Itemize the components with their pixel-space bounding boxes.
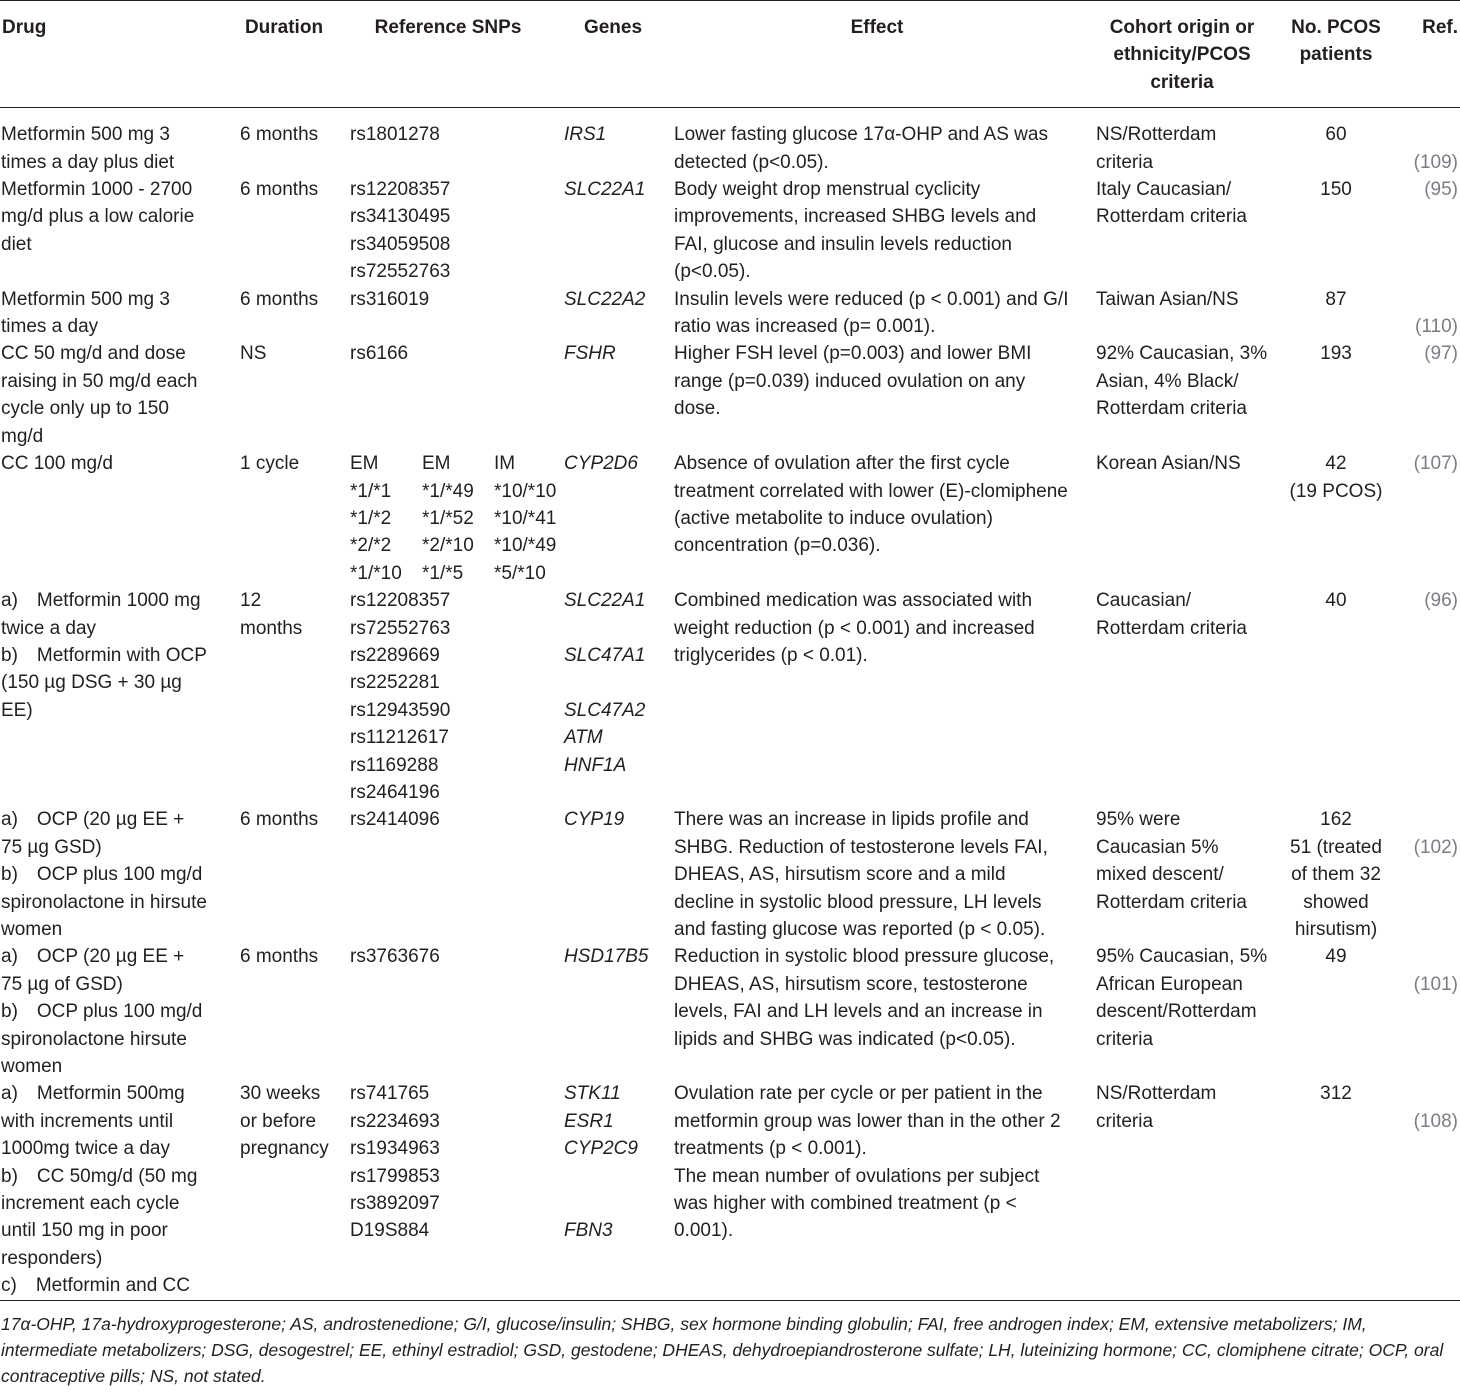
cell-snps-line: rs1799853 bbox=[350, 1165, 440, 1187]
cell-cohort-line: Italy Caucasian/ bbox=[1096, 179, 1232, 201]
cell-cohort-line: Asian, 4% Black/ bbox=[1096, 370, 1239, 392]
cell-duration bbox=[232, 340, 336, 450]
cell-effect-line: treatment correlated with lower (E)-clomiphene bbox=[674, 480, 1068, 502]
cell-snps bbox=[336, 176, 560, 286]
reference-link[interactable]: (95) bbox=[1424, 179, 1458, 201]
cell-drug-line: spironolactone in hirsute bbox=[1, 891, 207, 913]
cell-snps bbox=[336, 108, 560, 176]
cell-patients-line: 49 bbox=[1325, 946, 1347, 968]
cell-effect bbox=[666, 587, 1088, 806]
cell-cohort bbox=[1088, 943, 1276, 1080]
cell-cohort bbox=[1088, 340, 1276, 450]
cell-drug-line: raising in 50 mg/d each bbox=[1, 370, 198, 392]
cell-effect-line: triglycerides (p < 0.01). bbox=[674, 644, 868, 666]
cell-snps bbox=[336, 340, 560, 450]
cell-snps bbox=[336, 806, 560, 943]
cell-snps bbox=[336, 286, 560, 341]
cell-effect bbox=[666, 1080, 1088, 1300]
cell-genes bbox=[560, 806, 666, 943]
cell-ref bbox=[1396, 450, 1460, 587]
table-row bbox=[0, 286, 1460, 341]
genotype-cell: *1/*52 bbox=[422, 507, 474, 529]
cell-patients-line: 162 bbox=[1320, 809, 1352, 831]
cell-patients-line: of them 32 bbox=[1291, 864, 1381, 886]
cell-effect-line: There was an increase in lipids profile and bbox=[674, 809, 1029, 831]
cell-duration bbox=[232, 176, 336, 286]
reference-link[interactable]: (108) bbox=[1413, 1110, 1458, 1132]
cell-drug-line: Metformin 500 mg 3 bbox=[1, 124, 170, 146]
cell-genes bbox=[560, 1080, 666, 1300]
cell-duration-line: 1 cycle bbox=[240, 453, 300, 475]
cell-snps-line: rs6166 bbox=[350, 343, 409, 365]
genotype-cell: *1/*10 bbox=[350, 562, 402, 584]
cell-drug-line: until 150 mg in poor bbox=[1, 1220, 168, 1242]
cell-genes-line bbox=[564, 669, 664, 696]
cell-drug-line: times a day bbox=[1, 316, 99, 338]
cell-genes-line: STK11 bbox=[564, 1083, 621, 1105]
cell-genes-line: HNF1A bbox=[564, 754, 627, 776]
cell-genes-line: SLC22A2 bbox=[564, 288, 646, 310]
cell-drug-line: b) CC 50mg/d (50 mg bbox=[1, 1165, 198, 1187]
cell-cohort-line: NS/Rotterdam bbox=[1096, 124, 1217, 146]
cell-effect-line: treatments (p < 0.001). bbox=[674, 1138, 867, 1160]
cell-snps-line: D19S884 bbox=[350, 1220, 430, 1242]
cell-patients bbox=[1276, 943, 1396, 1080]
cell-ref bbox=[1396, 176, 1460, 286]
cell-snps-line: rs1801278 bbox=[350, 124, 440, 146]
cell-cohort-line: Rotterdam criteria bbox=[1096, 617, 1247, 639]
ref-spacer bbox=[1398, 806, 1458, 833]
cell-patients-line: 40 bbox=[1325, 590, 1347, 612]
cell-effect bbox=[666, 450, 1088, 587]
genotype-cell: EM bbox=[350, 453, 379, 475]
cell-effect-line: decline in systolic blood pressure, LH levels bbox=[674, 891, 1042, 913]
cell-effect-line: concentration (p=0.036). bbox=[674, 535, 881, 557]
cell-drug-line: b) Metformin with OCP bbox=[1, 644, 207, 666]
cell-drug-line: a) OCP (20 µg EE + bbox=[1, 809, 185, 831]
cell-cohort-line: criteria bbox=[1096, 151, 1154, 173]
cell-cohort-line: Rotterdam criteria bbox=[1096, 891, 1247, 913]
table-row bbox=[0, 340, 1460, 450]
cell-duration-line: 12 bbox=[240, 590, 262, 612]
cell-drug-line: CC 100 mg/d bbox=[1, 453, 113, 475]
cell-effect-line: Insulin levels were reduced (p < 0.001) and G/I bbox=[674, 288, 1069, 310]
cell-duration-line: 30 weeks bbox=[240, 1083, 321, 1105]
cell-ref bbox=[1396, 286, 1460, 341]
cell-effect-line: Body weight drop menstrual cyclicity bbox=[674, 179, 981, 201]
reference-link[interactable]: (97) bbox=[1424, 343, 1458, 365]
cell-genes bbox=[560, 176, 666, 286]
cell-duration-line: NS bbox=[240, 343, 267, 365]
cell-effect bbox=[666, 340, 1088, 450]
header-snps: Reference SNPs bbox=[374, 17, 522, 38]
cell-duration bbox=[232, 806, 336, 943]
cell-cohort bbox=[1088, 176, 1276, 286]
cell-patients bbox=[1276, 108, 1396, 176]
cell-drug-line: CC 50 mg/d and dose bbox=[1, 343, 186, 365]
cell-cohort-line: criteria bbox=[1096, 1110, 1154, 1132]
cell-genes-line: HSD17B5 bbox=[564, 946, 649, 968]
cell-effect-line: ratio was increased (p= 0.001). bbox=[674, 316, 936, 338]
cell-cohort-line: Caucasian 5% bbox=[1096, 836, 1219, 858]
header-duration: Duration bbox=[244, 17, 324, 38]
cell-effect-line: Lower fasting glucose 17α-OHP and AS was bbox=[674, 124, 1048, 146]
cell-ref bbox=[1396, 587, 1460, 806]
cell-genes bbox=[560, 340, 666, 450]
reference-link[interactable]: (96) bbox=[1424, 590, 1458, 612]
cell-effect-line: metformin group was lower than in the other 2 bbox=[674, 1110, 1061, 1132]
cell-snps-line: rs34130495 bbox=[350, 206, 451, 228]
cell-cohort bbox=[1088, 450, 1276, 587]
cell-patients-line: 51 (treated bbox=[1290, 836, 1382, 858]
cell-genes-line: SLC47A2 bbox=[564, 699, 646, 721]
cell-genes-line: SLC22A1 bbox=[564, 179, 646, 201]
cell-patients bbox=[1276, 587, 1396, 806]
cell-snps-line: rs741765 bbox=[350, 1083, 430, 1105]
cell-effect bbox=[666, 806, 1088, 943]
cell-cohort-line: 95% were bbox=[1096, 809, 1181, 831]
genotype-cell: *1/*1 bbox=[350, 480, 392, 502]
cell-patients bbox=[1276, 176, 1396, 286]
cell-effect-line: Ovulation rate per cycle or per patient in the bbox=[674, 1083, 1043, 1105]
cell-effect-line: weight reduction (p < 0.001) and increased bbox=[674, 617, 1035, 639]
cell-drug-line: a) Metformin 1000 mg bbox=[1, 590, 201, 612]
cell-genes-line: SLC22A1 bbox=[564, 590, 646, 612]
cell-drug-line: diet bbox=[1, 233, 32, 255]
cell-genes-line: IRS1 bbox=[564, 124, 607, 146]
cell-drug-line: mg/d bbox=[1, 425, 44, 447]
cell-snps-line: rs2289669 bbox=[350, 644, 440, 666]
genotype-cell: *10/*49 bbox=[494, 535, 557, 557]
cell-effect-line: DHEAS, AS, hirsutism score, testosterone bbox=[674, 973, 1028, 995]
cell-drug-line: women bbox=[1, 1056, 63, 1078]
cell-ref bbox=[1396, 943, 1460, 1080]
cell-effect-line: Reduction in systolic blood pressure glucose, bbox=[674, 946, 1055, 968]
cell-duration-line: 6 months bbox=[240, 809, 319, 831]
cell-drug-line: cycle only up to 150 bbox=[1, 398, 169, 420]
cell-genes-line bbox=[564, 1163, 664, 1190]
cell-ref bbox=[1396, 806, 1460, 943]
cell-snps-line: rs2464196 bbox=[350, 781, 440, 803]
cell-genes-line: CYP2D6 bbox=[564, 453, 638, 475]
cell-snps bbox=[336, 943, 560, 1080]
cell-genes-line bbox=[564, 1190, 664, 1217]
reference-link[interactable]: (110) bbox=[1415, 316, 1458, 338]
cell-drug-line: mg/d plus a low calorie bbox=[1, 206, 195, 228]
cell-drug-line: spironolactone hirsute bbox=[1, 1028, 187, 1050]
cell-effect-line: improvements, increased SHBG levels and bbox=[674, 206, 1037, 228]
cell-cohort bbox=[1088, 108, 1276, 176]
cell-cohort-line: 92% Caucasian, 3% bbox=[1096, 343, 1268, 365]
header-effect: Effect bbox=[850, 17, 904, 38]
table-row bbox=[0, 108, 1460, 176]
cell-cohort bbox=[1088, 806, 1276, 943]
ref-spacer bbox=[1398, 1080, 1458, 1107]
footnote: 17α-OHP, 17a-hydroxyprogesterone; AS, androstenedione; G/I, glucose/insulin; SHBG, sex hormone binding globulin; FAI, free androgen index; EM, extensive metabolizers; IM, intermediate metabolizers; DSG, desogestrel; EE, ethinyl estradiol; GSD, gestodene; DHEAS, dehydroepiandrosterone sulfate; LH, luteinizing hormone; CC, clomiphene citrate; OCP, oral contraceptive pills; NS, not stated. bbox=[1, 1313, 1444, 1386]
cell-patients bbox=[1276, 806, 1396, 943]
cell-genes bbox=[560, 108, 666, 176]
cell-snps-line: rs12943590 bbox=[350, 699, 451, 721]
cell-effect-line: DHEAS, AS, hirsutism score and a mild bbox=[674, 864, 1006, 886]
cell-duration-line: pregnancy bbox=[240, 1138, 329, 1160]
table-row bbox=[0, 176, 1460, 286]
table-row bbox=[0, 943, 1460, 1080]
cell-snps-line: rs72552763 bbox=[350, 261, 451, 283]
cell-effect-line: and fasting glucose was reported (p < 0.05). bbox=[674, 919, 1046, 940]
cell-snps bbox=[336, 587, 560, 806]
cell-drug-line: with increments until bbox=[1, 1110, 174, 1132]
genotype-cell: *1/*49 bbox=[422, 480, 474, 502]
cell-effect-line: range (p=0.039) induced ovulation on any bbox=[674, 370, 1026, 392]
cell-patients-line: hirsutism) bbox=[1294, 919, 1378, 940]
cell-snps-line: rs1169288 bbox=[350, 754, 439, 776]
cell-effect-line: lipids and SHBG was indicated (p<0.05). bbox=[674, 1028, 1016, 1050]
genotype-grid bbox=[350, 450, 558, 587]
cell-snps-line: rs1934963 bbox=[350, 1138, 440, 1160]
cell-duration bbox=[232, 943, 336, 1080]
header-cohort: Cohort origin or ethnicity/PCOS criteria bbox=[1109, 17, 1255, 93]
cell-duration-line: or before bbox=[240, 1110, 317, 1132]
cell-drug-line: b) OCP plus 100 mg/d bbox=[1, 1001, 203, 1023]
cell-snps-line: rs2252281 bbox=[350, 672, 440, 694]
cell-drug-line: (150 µg DSG + 30 µg bbox=[1, 672, 182, 694]
cell-effect-line: Combined medication was associated with bbox=[674, 590, 1033, 612]
cell-drug-line: twice a day bbox=[1, 617, 97, 639]
cell-effect-line: was higher with combined treatment (p < bbox=[674, 1193, 1017, 1215]
cell-genes bbox=[560, 286, 666, 341]
cell-drug-line: times a day plus diet bbox=[1, 151, 175, 173]
footnote-row bbox=[0, 1300, 1460, 1393]
cell-snps-line: rs12208357 bbox=[350, 179, 451, 201]
cell-genes-line: ESR1 bbox=[564, 1110, 614, 1132]
cell-cohort-line: Rotterdam criteria bbox=[1096, 398, 1247, 420]
cell-snps-line: rs316019 bbox=[350, 288, 430, 310]
cell-drug-line: 75 µg GSD) bbox=[1, 836, 102, 858]
reference-link[interactable]: (109) bbox=[1413, 151, 1458, 173]
header-row bbox=[0, 1, 1460, 108]
cell-cohort-line: NS/Rotterdam bbox=[1096, 1083, 1217, 1105]
cell-cohort-line: criteria bbox=[1096, 1028, 1154, 1050]
cell-cohort-line: Korean Asian/NS bbox=[1096, 453, 1241, 475]
cell-genes-line: FSHR bbox=[564, 343, 616, 365]
cell-genes-line: SLC47A1 bbox=[564, 644, 646, 666]
cell-genes bbox=[560, 943, 666, 1080]
cell-genes-line: ATM bbox=[564, 727, 603, 749]
cell-cohort-line: mixed descent/ bbox=[1096, 864, 1224, 886]
header-ref: Ref. bbox=[1422, 17, 1458, 38]
cell-snps-line: rs12208357 bbox=[350, 590, 451, 612]
cell-effect-line: (p<0.05). bbox=[674, 261, 751, 283]
cell-patients-line: 87 bbox=[1325, 288, 1347, 310]
cell-cohort bbox=[1088, 587, 1276, 806]
cell-drug-line: 75 µg of GSD) bbox=[1, 973, 123, 995]
genotype-cell: *5/*10 bbox=[494, 562, 546, 584]
cell-patients bbox=[1276, 1080, 1396, 1300]
genotype-cell: *2/*10 bbox=[422, 535, 474, 557]
genotype-cell: *1/*5 bbox=[422, 562, 464, 584]
cell-effect bbox=[666, 286, 1088, 341]
cell-patients-line: 42 bbox=[1325, 453, 1347, 475]
cell-genes-line bbox=[564, 615, 664, 642]
ref-spacer bbox=[1398, 286, 1458, 313]
table-row bbox=[0, 587, 1460, 806]
cell-drug bbox=[0, 450, 232, 587]
header-patients: No. PCOS patients bbox=[1291, 17, 1381, 66]
cell-effect-line: 0.001). bbox=[674, 1220, 734, 1242]
cell-drug-line: a) Metformin 500mg bbox=[1, 1083, 185, 1105]
reference-link[interactable]: (107) bbox=[1413, 453, 1458, 475]
table-body bbox=[0, 108, 1460, 1300]
cell-effect-line: FAI, glucose and insulin levels reduction bbox=[674, 233, 1012, 255]
cell-drug-line: responders) bbox=[1, 1247, 103, 1269]
cell-effect-line: SHBG. Reduction of testosterone levels FAI, bbox=[674, 836, 1048, 858]
cell-drug-line: Metformin 500 mg 3 bbox=[1, 288, 170, 310]
table-row bbox=[0, 1080, 1460, 1300]
table-row bbox=[0, 806, 1460, 943]
cell-snps-line: rs72552763 bbox=[350, 617, 451, 639]
cell-cohort-line: descent/Rotterdam bbox=[1096, 1001, 1257, 1023]
cell-snps-line: rs2414096 bbox=[350, 809, 440, 831]
cell-patients bbox=[1276, 450, 1396, 587]
genotype-cell: *10/*41 bbox=[494, 507, 557, 529]
genotype-cell: *1/*2 bbox=[350, 507, 392, 529]
cell-duration-line: 6 months bbox=[240, 179, 319, 201]
cell-duration-line: 6 months bbox=[240, 288, 319, 310]
cell-ref bbox=[1396, 1080, 1460, 1300]
cell-snps-line: rs3892097 bbox=[350, 1193, 440, 1215]
ref-spacer bbox=[1398, 121, 1458, 148]
cell-duration bbox=[232, 286, 336, 341]
cell-cohort-line: 95% Caucasian, 5% bbox=[1096, 946, 1268, 968]
cell-snps-line: rs34059508 bbox=[350, 233, 451, 255]
cell-snps bbox=[336, 450, 560, 587]
cell-drug bbox=[0, 108, 232, 176]
cell-snps-line: rs2234693 bbox=[350, 1110, 440, 1132]
cell-drug bbox=[0, 176, 232, 286]
header-drug: Drug bbox=[2, 17, 47, 38]
cell-patients-line: 60 bbox=[1325, 124, 1347, 146]
cell-effect bbox=[666, 943, 1088, 1080]
cell-genes bbox=[560, 450, 666, 587]
cell-drug-line: EE) bbox=[1, 699, 33, 721]
cell-ref bbox=[1396, 108, 1460, 176]
cell-duration bbox=[232, 450, 336, 587]
cell-effect bbox=[666, 176, 1088, 286]
cell-drug-line: Metformin 1000 - 2700 bbox=[1, 179, 193, 201]
cell-drug bbox=[0, 286, 232, 341]
cell-effect bbox=[666, 108, 1088, 176]
genotype-cell: *10/*10 bbox=[494, 480, 557, 502]
cell-duration-line: months bbox=[240, 617, 303, 639]
cell-drug bbox=[0, 806, 232, 943]
ref-spacer bbox=[1398, 943, 1458, 970]
cell-patients-line: (19 PCOS) bbox=[1289, 480, 1383, 502]
cell-snps-line: rs3763676 bbox=[350, 946, 440, 968]
cell-duration-line: 6 months bbox=[240, 946, 319, 968]
cell-drug-line: increment each cycle bbox=[1, 1193, 180, 1215]
reference-link[interactable]: (101) bbox=[1413, 973, 1458, 995]
cell-duration bbox=[232, 108, 336, 176]
cell-patients-line: 150 bbox=[1320, 179, 1352, 201]
cell-cohort-line: Taiwan Asian/NS bbox=[1096, 288, 1239, 310]
cell-cohort-line: Rotterdam criteria bbox=[1096, 206, 1247, 228]
cell-snps-line: rs11212617 bbox=[350, 727, 449, 749]
cell-patients-line: 312 bbox=[1320, 1083, 1352, 1105]
cell-effect-line: levels, FAI and LH levels and an increase in bbox=[674, 1001, 1043, 1023]
cell-drug bbox=[0, 943, 232, 1080]
cell-genes-line: CYP2C9 bbox=[564, 1138, 638, 1160]
cell-drug bbox=[0, 340, 232, 450]
genotype-cell: EM bbox=[422, 453, 451, 475]
cell-duration bbox=[232, 1080, 336, 1300]
cell-drug-line: a) OCP (20 µg EE + bbox=[1, 946, 185, 968]
cell-drug-line: c) Metformin and CC bbox=[1, 1275, 190, 1297]
cell-patients-line: 193 bbox=[1320, 343, 1352, 365]
cell-ref bbox=[1396, 340, 1460, 450]
genotype-cell: IM bbox=[494, 453, 516, 475]
cell-patients bbox=[1276, 340, 1396, 450]
cell-drug-line: b) OCP plus 100 mg/d bbox=[1, 864, 203, 886]
reference-link[interactable]: (102) bbox=[1413, 836, 1458, 858]
header-genes: Genes bbox=[583, 17, 643, 38]
cell-drug-line: women bbox=[1, 919, 63, 940]
cell-effect-line: detected (p<0.05). bbox=[674, 151, 829, 173]
cell-genes bbox=[560, 587, 666, 806]
cell-effect-line: Absence of ovulation after the first cycle bbox=[674, 453, 1010, 475]
cell-cohort bbox=[1088, 286, 1276, 341]
cell-genes-line: CYP19 bbox=[564, 809, 625, 831]
cell-effect-line: The mean number of ovulations per subject bbox=[674, 1165, 1040, 1187]
table-row bbox=[0, 450, 1460, 587]
cell-effect-line: (active metabolite to induce ovulation) bbox=[674, 507, 993, 529]
cell-drug-line: 1000mg twice a day bbox=[1, 1138, 170, 1160]
cell-effect-line: dose. bbox=[674, 398, 721, 420]
cell-drug bbox=[0, 1080, 232, 1300]
cell-duration bbox=[232, 587, 336, 806]
cell-cohort-line: Caucasian/ bbox=[1096, 590, 1192, 612]
cell-effect-line: Higher FSH level (p=0.003) and lower BMI bbox=[674, 343, 1032, 365]
cell-cohort bbox=[1088, 1080, 1276, 1300]
cell-patients bbox=[1276, 286, 1396, 341]
cell-cohort-line: African European bbox=[1096, 973, 1243, 995]
cell-drug bbox=[0, 587, 232, 806]
cell-duration-line: 6 months bbox=[240, 124, 319, 146]
cell-genes-line: FBN3 bbox=[564, 1220, 613, 1242]
genotype-cell: *2/*2 bbox=[350, 535, 392, 557]
cell-snps bbox=[336, 1080, 560, 1300]
cell-patients-line: showed bbox=[1303, 891, 1369, 913]
